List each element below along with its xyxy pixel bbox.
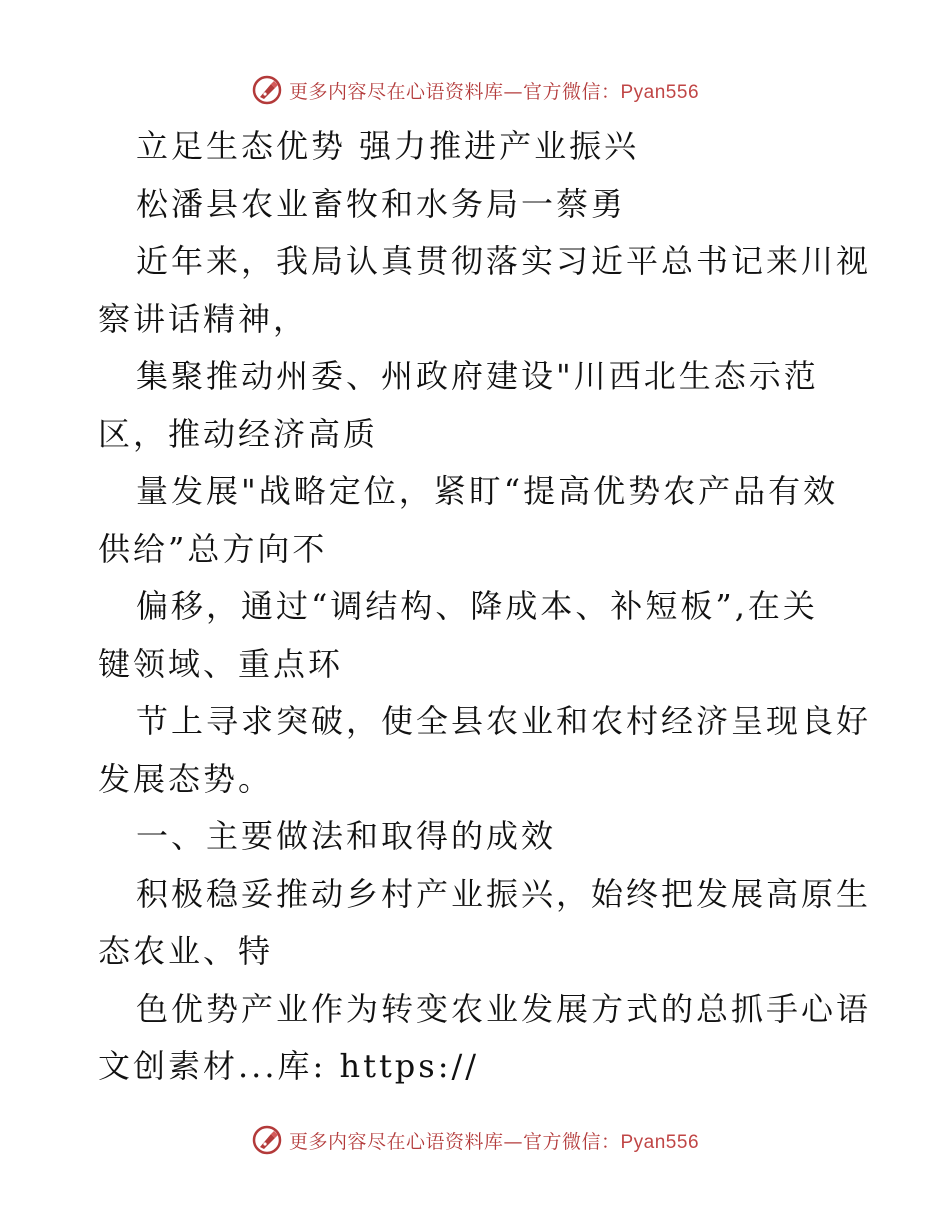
text-line: 松潘县农业畜牧和水务局一蔡勇	[136, 184, 627, 223]
text-line: 键领域、重点环	[98, 644, 344, 683]
header-watermark	[0, 70, 950, 110]
text-line: 近年来，我局认真贯彻落实习近平总书记来川视	[136, 242, 872, 280]
text-line: 供给”总方向不	[98, 529, 328, 568]
text-line: 态农业、特	[98, 932, 274, 970]
text-line: 集聚推动州委、州政府建设"川西北生态示范	[136, 357, 819, 395]
pen-nib-logo-icon	[251, 74, 283, 106]
text-line: 量发展"战略定位，紧盯“提高优势农产品有效	[136, 472, 839, 510]
pen-nib-logo-icon	[251, 1124, 283, 1156]
text-line: 发展态势。	[98, 759, 274, 798]
text-line: 立足生态优势 强力推进产业振兴	[136, 127, 640, 165]
text-line: 文创素材...库: https://	[98, 1047, 480, 1085]
watermark-text: 更多内容尽在心语资料库—官方微信：Pyan556	[288, 80, 700, 103]
text-line: 偏移，通过“调结构、降成本、补短板”,在关	[136, 587, 818, 625]
watermark-text: 更多内容尽在心语资料库—官方微信：Pyan556	[288, 1130, 700, 1153]
text-line: 一、主要做法和取得的成效	[136, 817, 557, 855]
text-line: 区，推动经济高质	[98, 414, 379, 453]
text-line: 节上寻求突破，使全县农业和农村经济呈现良好	[136, 702, 872, 740]
text-line: 察讲话精神，	[98, 299, 309, 338]
footer-watermark	[0, 1120, 950, 1160]
document-body	[98, 118, 872, 1096]
text-line: 色优势产业作为转变农业发展方式的总抓手心语	[136, 989, 872, 1028]
text-line: 积极稳妥推动乡村产业振兴，始终把发展高原生	[136, 874, 872, 913]
